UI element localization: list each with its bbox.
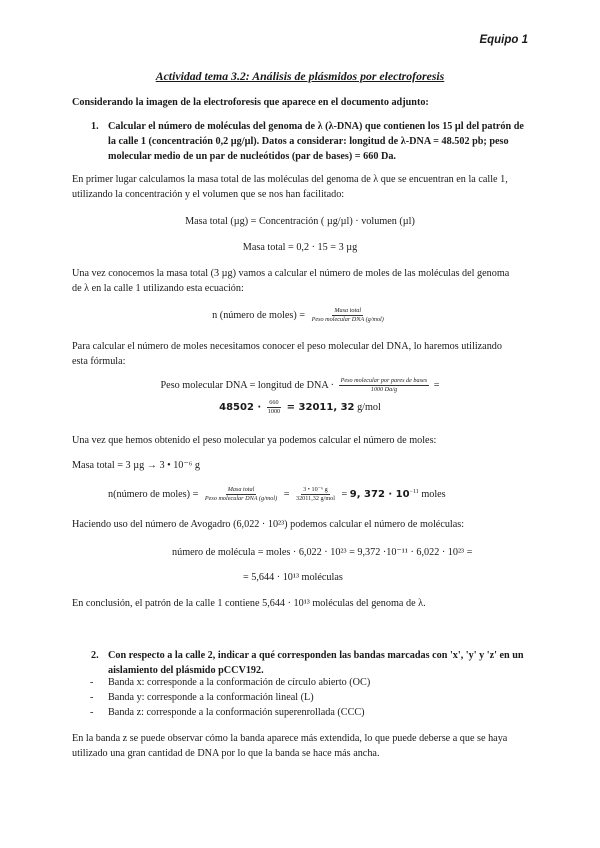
equation-molecular-weight-result [0,399,600,416]
fraction [339,377,430,394]
fraction [203,486,279,503]
paragraph-4: Una vez que hemos obtenido el peso molecular ya podemos calcular el número de moles: [72,435,437,446]
list-item-text: Banda y: corresponde a la conformación lineal (L) [108,692,314,703]
equation-molecular-weight [0,377,600,394]
question-2-line: aislamiento del plásmido pCCV192. [108,665,264,676]
paragraph-line: utilizando la concentración y el volumen que se nos han facilitado: [72,189,345,200]
question-2-line: Con respecto a la calle 2, indicar a qué corresponden las bandas marcadas con 'x', 'y' y 'z' en un [108,650,524,661]
question-1-line: la calle 1 (concentración 0,2 µg/µl). Datos a considerar: longitud de λ-DNA = 48.502 pb; peso [108,136,509,147]
fraction-denominator: Peso molecular DNA (g/mol) [311,316,384,323]
equation-lhs: n (número de moles) = [212,309,306,321]
equation-moles-calculation [108,486,446,503]
equation-mass-conversion: Masa total = 3 µg → 3 • 10⁻⁶ g [72,460,200,471]
list-item [90,690,370,705]
question-1-line: molecular medio de un par de nucleótidos (par de bases) = 660 Da. [108,151,396,162]
fraction-numerator: 3 • 10⁻⁶ g [303,486,328,493]
paragraph-5: Haciendo uso del número de Avogadro (6,022 · 10²³) podemos calcular el número de moléculas: [72,519,465,530]
intro-text: Considerando la imagen de la electroforesis que aparece en el documento adjunto: [72,97,429,108]
equation-molecules-2: = 5,644 · 10¹³ moléculas [243,572,343,583]
paragraph-line: En primer lugar calculamos la masa total de las moléculas del genoma de λ que se encuentran en la calle 1, [72,174,508,185]
paragraph-line: Para calcular el número de moles necesitamos conocer el peso molecular del DNA, lo haremos utilizando [72,341,502,352]
bullet-marker: - [90,692,94,703]
paragraph-1 [72,172,532,202]
question-1-text [108,119,528,164]
fraction [310,307,386,324]
paragraph-line: utilizado una gran cantidad de DNA por lo que la banda se hace más ancha. [72,748,380,759]
bullet-marker: - [90,677,94,688]
paragraph-7 [72,731,542,761]
team-label: Equipo 1 [479,34,528,46]
equation-mass-value: Masa total = 0,2 · 15 = 3 µg [242,242,358,253]
question-1-line: Calcular el número de moléculas del genoma de λ (λ-DNA) que contienen los 15 µl del patrón de [108,121,524,132]
molecular-weight-result: = 32011, 32 [286,401,355,413]
fraction-denominator: 1000 [267,408,281,415]
question-2-text [108,648,528,678]
moles-result: 9, 372 · 10 [349,488,410,500]
list-item-text: Banda x: corresponde a la conformación de círculo abierto (OC) [108,677,371,688]
paragraph-line: En la banda z se puede observar cómo la banda aparece más extendida, lo que puede deberse a que se haya [72,733,508,744]
question-1-number: 1. [91,121,99,132]
paragraph-2 [72,266,532,296]
list-item [90,705,370,720]
list-item-text: Banda z: corresponde a la conformación superenrollada (CCC) [108,707,365,718]
paragraph-line: Una vez conocemos la masa total (3 µg) vamos a calcular el número de moles de las moléculas del genoma [72,268,510,279]
fraction-numerator: Masa total [227,486,255,493]
equation-moles-definition [0,307,600,324]
paragraph-line: esta fórmula: [72,356,126,367]
fraction-numerator: Masa total [334,307,362,314]
equals-sign: = [341,488,348,500]
document-title: Actividad tema 3.2: Análisis de plásmidos por electroforesis [155,69,445,83]
paragraph-6: En conclusión, el patrón de la calle 1 contiene 5,644 · 10¹³ moléculas del genoma de λ. [72,598,426,609]
equation-mass-formula: Masa total (µg) = Concentración ( µg/µl) · volumen (µl) [185,216,415,227]
fraction-denominator: 32011,32 g/mol [295,495,335,502]
unit: moles [421,488,446,500]
value-length: 48502 · [219,401,262,413]
list-item [90,675,370,690]
equation-lhs: n(número de moles) = [108,488,199,500]
exponent: −11 [409,488,419,495]
fraction-denominator: 1000 Da/g [370,386,398,393]
paragraph-line: de λ en la calle 1 utilizando esta ecuación: [72,283,244,294]
bullet-list [90,675,370,720]
equals-sign: = [283,488,290,500]
fraction-numerator: Peso molecular por pares de bases [340,377,428,384]
equation-lhs: Peso molecular DNA = longitud de DNA · [160,379,335,391]
fraction [294,486,337,503]
bullet-marker: - [90,707,94,718]
equation-molecules-1: número de molécula = moles · 6,022 · 10²³ = 9,372 ·10⁻¹¹ · 6,022 · 10²³ = [172,547,473,558]
question-2-number: 2. [91,650,99,661]
unit: g/mol [354,401,381,413]
fraction-numerator: 660 [269,399,279,406]
paragraph-3 [72,339,532,369]
fraction-denominator: Peso molecular DNA (g/mol) [204,495,278,502]
equals-sign: = [433,379,440,391]
fraction [266,399,282,416]
